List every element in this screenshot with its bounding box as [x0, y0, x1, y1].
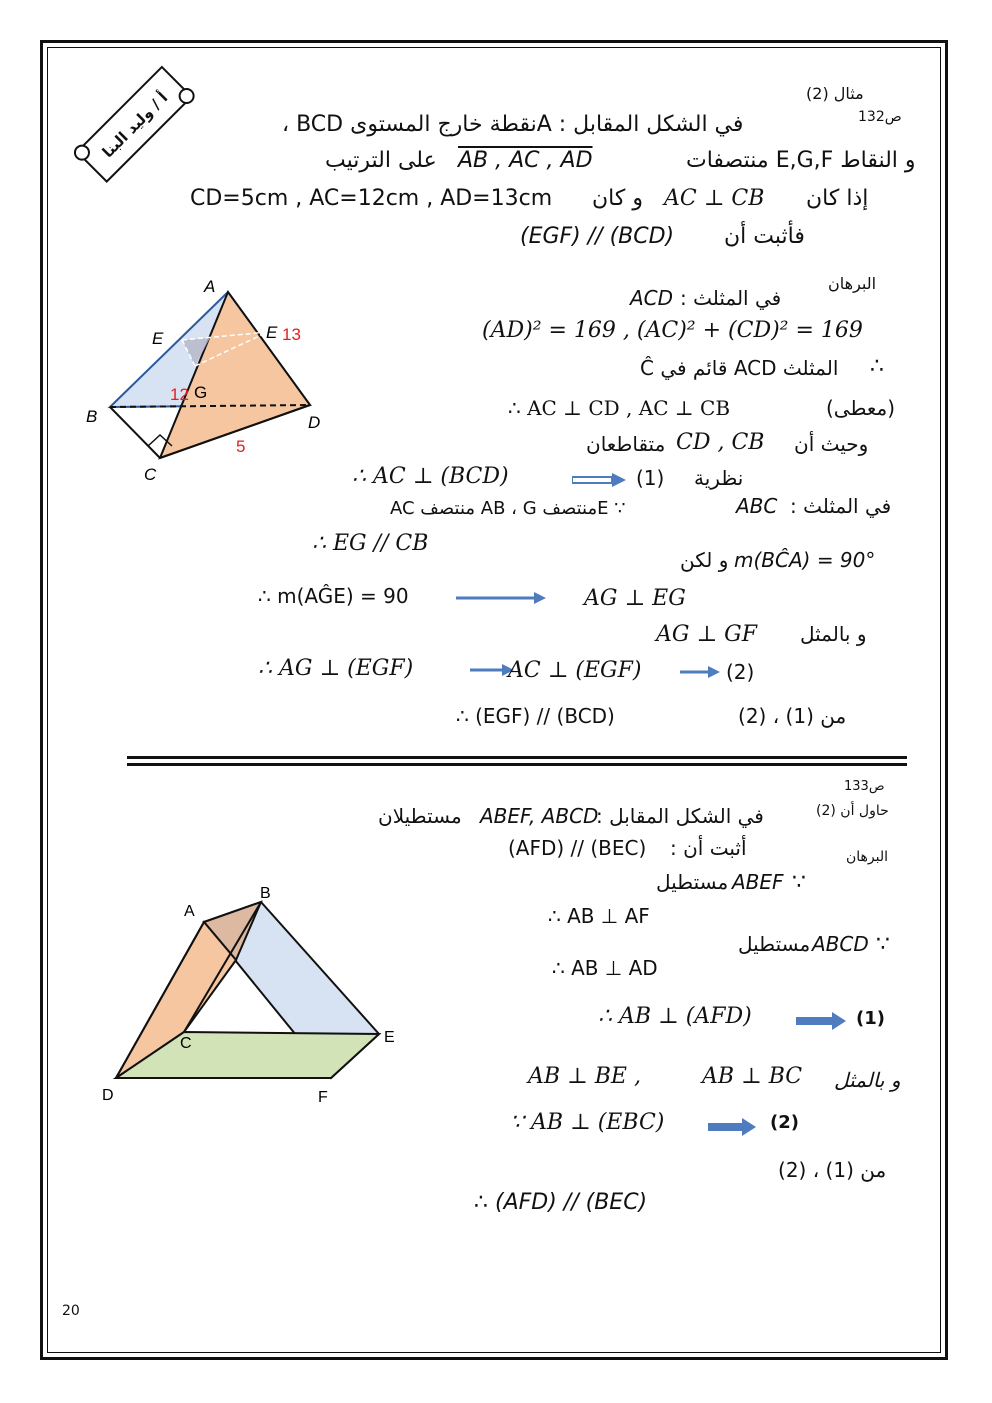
proof1-line1-text: في المثلث : — [680, 286, 782, 310]
problem-line-1: في الشكل المقابل : Aنقطة خارج المستوى BCD ، — [282, 112, 744, 137]
rectangle-text-1: مستطيل — [656, 870, 729, 894]
ab-perp-ad: ∴ AB ⊥ AD — [552, 956, 658, 980]
point-e-label-right: E — [266, 323, 278, 342]
ac-perp-cb: AC ⊥ CB — [664, 186, 765, 211]
section-divider-top — [127, 756, 907, 759]
page-reference-2: ص133 — [844, 779, 885, 794]
triangle-acd: ACD — [630, 286, 674, 310]
ab-perp-bc: AB ⊥ BC — [702, 1064, 803, 1089]
proof-title-1: البرهان — [828, 274, 877, 293]
ab-perp-plane-afd: ∴ AB ⊥ (AFD) — [598, 1004, 752, 1029]
point-g-label: G — [194, 383, 208, 402]
ac-perp-plane-bcd: ∴ AC ⊥ (BCD) — [352, 464, 509, 489]
problem2-line1a: في الشكل المقابل : — [596, 804, 764, 828]
problem-line-2a: و النقاط E,G,F منتصفات — [686, 148, 916, 173]
vertex-a-label-2: A — [184, 903, 195, 920]
problem-line-4a: فأثبت أن — [724, 224, 805, 249]
given-lengths: CD=5cm , AC=12cm , AD=13cm — [190, 186, 553, 211]
section-divider-bottom — [127, 763, 907, 766]
problem2-line2a: أثبت أن : — [670, 836, 747, 860]
problem-line-3a: إذا كان — [806, 186, 869, 211]
proof1-line7-text: في المثلث : — [790, 494, 892, 518]
theorem-text: نظرية — [694, 466, 744, 490]
page-reference: ص132 — [858, 109, 902, 125]
statement-2-tag-2: (2) — [770, 1112, 799, 1133]
ag-perp-gf: AG ⊥ GF — [656, 622, 757, 647]
similarly-text-1: و بالمثل — [800, 622, 867, 646]
statement-1-tag: (1) — [636, 466, 665, 490]
vertex-c-label-2: C — [180, 1035, 192, 1052]
prism-figure — [96, 880, 406, 1110]
right-angle-at-c: المثلث ACD قائم في Ĉ — [640, 356, 839, 380]
conclusion-1: ∴ (EGF) // (BCD) — [456, 704, 615, 728]
similarly-text-2: و بالمثل — [834, 1068, 901, 1092]
ac-perpendicular-statements: ∴ AC ⊥ CD , AC ⊥ CB — [508, 396, 731, 420]
try-label: حاول أن (2) — [816, 803, 889, 819]
segments-ab-ac-ad: AB , AC , AD — [458, 148, 593, 173]
author-scroll-badge — [70, 55, 200, 195]
tetrahedron-figure — [80, 270, 340, 490]
therefore-symbol-1: ∴ — [870, 354, 884, 379]
proof1-line5-text: وحيث أن — [794, 432, 869, 456]
rectangle-text-2: مستطيل — [738, 932, 811, 956]
required-parallel-planes-2: (AFD) // (BEC) — [508, 836, 647, 860]
arrow-icon — [572, 472, 628, 488]
ab-perp-af: ∴ AB ⊥ AF — [548, 904, 650, 928]
vertex-c-label: C — [144, 465, 157, 484]
length-13-label: 13 — [282, 325, 301, 344]
statement-2-tag: (2) — [726, 660, 755, 684]
statement-1-tag-2: (1) — [856, 1008, 885, 1029]
ag-perp-plane-egf: ∴ AG ⊥ (EGF) — [258, 656, 414, 681]
arrow-icon — [708, 1118, 756, 1136]
arrow-icon — [680, 664, 722, 680]
vertex-d-label: D — [308, 413, 321, 432]
intersecting-text: متقاطعان — [586, 432, 666, 456]
because-symbol-2: ∵ — [876, 932, 890, 957]
from-1-2-text-2: من (1) ، (2) — [778, 1158, 887, 1182]
vertex-e-label-2: E — [384, 1029, 395, 1046]
page-number: 20 — [62, 1303, 80, 1319]
vertex-d-label-2: D — [102, 1087, 114, 1104]
from-1-2-text: من (1) ، (2) — [738, 704, 847, 728]
vertex-b-label: B — [86, 407, 98, 426]
point-e-label-left: E — [152, 329, 164, 348]
ac-perp-plane-egf: AC ⊥ (EGF) — [508, 658, 642, 683]
length-5-label: 5 — [236, 437, 246, 456]
ag-perp-eg: AG ⊥ EG — [584, 586, 686, 611]
triangle-abc: ABC — [736, 494, 778, 518]
conclusion-2: ∴ (AFD) // (BEC) — [474, 1190, 648, 1215]
proof-title-2: البرهان — [846, 849, 889, 865]
ab-perp-be: AB ⊥ BE , — [528, 1064, 641, 1089]
given-note: (معطى) — [826, 396, 896, 420]
midpoints-statement: ∵ Eمنتصف AB ، G منتصف AC — [390, 498, 626, 519]
angle-age-90: ∴ m(AĜE) = 90 — [258, 584, 409, 608]
ab-perp-plane-ebc: ∵ AB ⊥ (EBC) — [510, 1110, 665, 1135]
example-label: مثال (2) — [806, 84, 864, 103]
required-parallel-planes: (EGF) // (BCD) — [520, 224, 675, 249]
but-text: و لكن — [680, 548, 729, 572]
angle-bca-90: m(BĈA) = 90° — [734, 548, 876, 572]
problem-line-2c: على الترتيب — [325, 148, 437, 173]
vertex-a-label: A — [204, 277, 216, 296]
pythagoras-check: (AD)² = 169 , (AC)² + (CD)² = 169 — [482, 318, 863, 343]
arrow-icon — [796, 1012, 846, 1030]
lines-cd-cb: CD , CB — [676, 430, 765, 455]
author-name: أ / وليد البنا — [98, 88, 172, 162]
problem2-line1c: مستطيلان — [378, 804, 462, 828]
vertex-f-label-2: F — [318, 1089, 328, 1106]
vertex-b-label-2: B — [260, 885, 271, 902]
rectangle-abcd: ABCD — [812, 932, 869, 956]
arrow-icon — [456, 590, 546, 606]
rectangles-names: ABEF, ABCD — [480, 804, 599, 828]
because-symbol-1: ∵ — [792, 870, 806, 895]
eg-parallel-cb: ∴ EG // CB — [312, 531, 429, 556]
problem-line-3c: و كان — [592, 186, 643, 211]
rectangle-abef: ABEF — [732, 870, 784, 894]
length-12-label: 12 — [170, 385, 189, 404]
